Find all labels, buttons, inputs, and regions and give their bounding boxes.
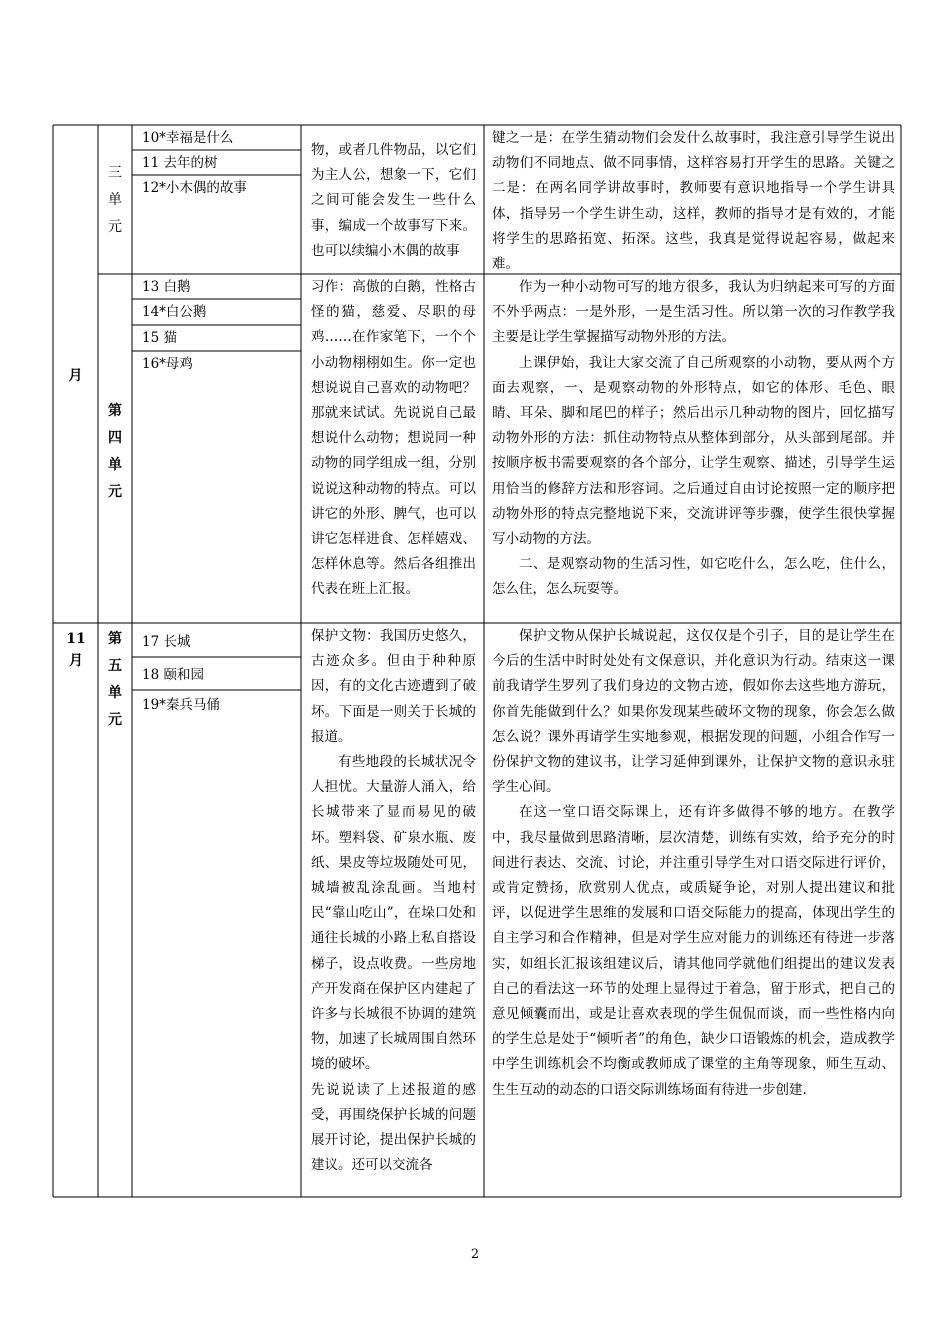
vertical-char: 四: [108, 430, 122, 446]
unit-label-3: [100, 160, 130, 241]
reflection-paragraph: 二、是观察动物的生活习性，如它吃什么，怎么吃，住什么，怎么住，怎么玩耍等。: [492, 556, 895, 598]
month-label-top: 月: [68, 368, 83, 384]
lesson-11: 11 去年的树: [142, 155, 218, 171]
assignment-paragraph: 有些地段的长城状况令人担忧。大量游人涌入，给长城带来了显而易见的破坏。塑料袋、矿泉水瓶、废纸、果皮等垃圾随处可见，城墙被乱涂乱画。当地村民“靠山吃山”，在垛口处和通往长城的小路上私自搭设梯子，设点收费。一些房地产开发商在保护区内建起了许多与长城很不协调的建筑物，加速了长城周围自然环境的破坏。: [311, 754, 476, 1073]
unit-label-text: [100, 160, 130, 241]
vertical-char: 11: [66, 631, 86, 647]
vertical-char: 三: [108, 165, 122, 181]
vertical-char: 元: [108, 484, 122, 500]
assignment-paragraph: 先说说读了上述报道的感受，再围绕保护长城的问题展开讨论，提出保护长城的建议。还可以交流各: [311, 1081, 476, 1174]
vertical-char: 元: [108, 219, 122, 235]
reflection-unit-5: [492, 624, 895, 1103]
month-label-11: [60, 628, 92, 672]
page-number: 2: [470, 1247, 480, 1262]
unit-label-4: [100, 398, 130, 506]
lesson-17: 17 长城: [142, 634, 191, 650]
lesson-13: 13 白鹅: [142, 279, 191, 295]
vertical-char: 元: [108, 712, 122, 728]
lesson-16: 16*母鸡: [142, 356, 193, 372]
reflection-paragraph: 保护文物从保护长城说起，这仅仅是个引子，目的是让学生在今后的生活中时时处处有文保意识，并化意识为行动。结束这一课前我请学生罗列了我们身边的文物古迹，假如你去这些地方游玩，你首先能做到什么？如果你发现某些破坏文物的现象，你会怎么做怎么说？课外再请学生实地参观，根据发现的问题，小组合作写一份保护文物的建议书，让学习延伸到课外，让保护文物的意识永驻学生心间。: [492, 628, 895, 796]
vertical-char: 第: [108, 631, 122, 647]
vertical-char: 第: [108, 403, 122, 419]
vertical-char: 单: [108, 457, 122, 473]
lesson-14: 14*白公鹅: [142, 304, 207, 320]
reflection-unit-4: [492, 275, 895, 603]
vertical-char: 单: [108, 192, 122, 208]
lesson-18: 18 颐和园: [142, 667, 204, 683]
assignment-unit-3: 物，或者几件物品，以它们为主人公，想象一下，它们之间可能会发生一些什么事，编成一个故事写下来。也可以续编小木偶的故事: [311, 142, 476, 259]
unit-label-5: [100, 626, 130, 734]
reflection-paragraph: 上课伊始，我让大家交流了自己所观察的小动物，要从两个方面去观察，一、是观察动物的外形特点，如它的体形、毛色、眼睛、耳朵、脚和尾巴的样子；然后出示几种动物的图片，回忆描写动物外形的方法：抓住动物特点从整体到部分，从头部到尾部。并按顺序板书需要观察的各个部分，让学生观察、描述，引导学生运用恰当的修辞方法和形容词。之后通过自由讨论按照一定的顺序把动物外形的特点完整地说下来，交流讲评等步骤，使学生很快掌握写小动物的方法。: [492, 354, 895, 548]
assignment-unit-4: 习作：高傲的白鹅，性格古怪的猫，慈爱、尽职的母鸡……在作家笔下，一个个小动物栩栩如生。你一定也想说说自己喜欢的动物吧？那就来试试。先说说自己最想说什么动物；想说同一种动物的同学组成一组，分别说说这种动物的特点。可以讲它的外形、脾气，也可以讲它怎样进食、怎样嬉戏、怎样休息等。然后各组推出代表在班上汇报。: [311, 279, 476, 598]
lesson-12: 12*小木偶的故事: [142, 180, 247, 196]
reflection-paragraph: 作为一种小动物可写的地方很多，我认为归纳起来可写的方面不外乎两点：一是外形，一是生活习性。所以第一次的习作教学我主要是让学生掌握描写动物外形的方法。: [492, 279, 895, 346]
lesson-15: 15 猫: [142, 330, 177, 346]
reflection-unit-3: [492, 126, 895, 277]
reflection-paragraph: 在这一堂口语交际课上，还有许多做得不够的地方。在教学中，我尽量做到思路清晰，层次清楚，训练有实效，给予充分的时间进行表达、交流、讨论，并注重引导学生对口语交际进行评价，或肯定赞扬，欣赏别人优点，或质疑争论，对别人提出建议和批评，以促进学生思维的发展和口语交际能力的提高，体现出学生的自主学习和合作精神，但是对学生应对能力的训练还有待进一步落实，如组长汇报该组建议后，请其他同学就他们组提出的建议发表自己的看法这一环节的处理上显得过于着急，留于形式，把自己的意见倾囊而出，或是让喜欢表现的学生侃侃而谈，而一些性格内向的学生总是处于“倾听者”的角色，缺少口语锻炼的机会，造成教学中学生训练机会不均衡或教师成了课堂的主角等现象，师生互动、生生互动的动态的口语交际训练场面有待进一步创建.: [492, 804, 895, 1098]
reflection-paragraph: 键之一是：在学生猜动物们会发什么故事时，我注意引导学生说出动物们不同地点、做不同事情，这样容易打开学生的思路。关键之二是：在两名同学讲故事时，教师要有意识地指导一个学生讲具体，指导另一个学生讲生动，这样，教师的指导才是有效的，才能将学生的思路拓宽、拓深。这些，我真是觉得说起容易，做起来难。: [492, 130, 895, 273]
vertical-char: 五: [108, 658, 122, 674]
lesson-10: 10*幸福是什么: [142, 130, 234, 146]
lesson-19: 19*秦兵马俑: [142, 697, 220, 713]
assignment-paragraph: 保护文物：我国历史悠久，古迹众多。但由于种种原因，有的文化古迹遭到了破坏。下面是一则关于长城的报道。: [311, 628, 476, 745]
vertical-char: 单: [108, 685, 122, 701]
vertical-char: 月: [69, 653, 83, 669]
assignment-unit-5: [311, 624, 476, 1178]
